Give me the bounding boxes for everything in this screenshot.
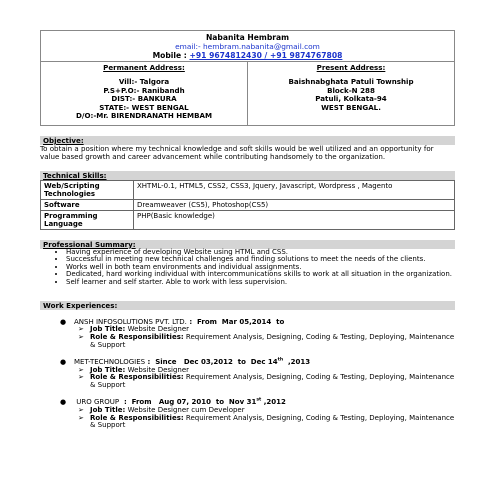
period-start: : Since Dec 03,2012 to Dec 14 bbox=[145, 357, 278, 366]
responsibilities-row bbox=[40, 374, 455, 390]
table-row bbox=[41, 180, 455, 199]
period-suffix-sup: th bbox=[277, 357, 284, 363]
list-item: • Self learner and self starter. Able to work with less supervision. bbox=[66, 279, 455, 287]
responsibilities-row bbox=[40, 415, 455, 431]
company-name: URO GROUP bbox=[74, 397, 120, 406]
period-end: ,2013 bbox=[283, 357, 311, 366]
responsibilities-label: Role & Responsibilities: bbox=[90, 413, 184, 422]
table-row bbox=[41, 199, 455, 210]
present-address bbox=[248, 62, 454, 125]
mobile-label: Mobile : bbox=[152, 51, 187, 60]
arrow-icon: ➢ bbox=[78, 373, 84, 382]
arrow-icon: ➢ bbox=[78, 413, 84, 422]
email-line bbox=[41, 42, 454, 51]
list-item: • Dedicated, hard working individual with intercommunications skills to work at all situation in the organization. bbox=[66, 271, 455, 279]
company-name: MET-TECHNOLOGIES bbox=[74, 357, 146, 366]
responsibilities-row bbox=[40, 334, 455, 350]
job-entry bbox=[40, 359, 455, 390]
job-period: : From Mar 05,2014 to bbox=[186, 317, 285, 326]
contact-block bbox=[41, 31, 454, 62]
job-title: Website Designer bbox=[127, 325, 190, 334]
candidate-name: Nabanita Hembram bbox=[205, 33, 290, 42]
list-item: • Works well in both team environments and individual assignments. bbox=[66, 264, 455, 272]
period-start: : From Aug 07, 2010 to Nov 31 bbox=[119, 397, 257, 406]
arrow-icon: ➢ bbox=[78, 325, 84, 334]
skill-value: PHP(Basic knowledge) bbox=[134, 210, 455, 229]
job-title: Website Designer cum Developer bbox=[127, 405, 245, 414]
job-title-label: Job Title: bbox=[90, 325, 126, 334]
period-end: ,2012 bbox=[261, 397, 286, 406]
address-row bbox=[41, 62, 454, 125]
period-suffix-sup: st bbox=[256, 397, 262, 403]
permanent-address-line: P.S+P.O:- Ranibandh bbox=[103, 85, 185, 95]
email-address[interactable]: hembram.nabanita@gmail.com bbox=[203, 42, 320, 51]
email-label: email:- bbox=[175, 42, 201, 51]
permanent-address-line: DIST:- BANKURA bbox=[111, 94, 177, 104]
present-address-line: Block-N 288 bbox=[327, 85, 375, 95]
table-row bbox=[41, 210, 455, 229]
bullet-icon: ● bbox=[60, 357, 67, 366]
permanent-address-line: STATE:- WEST BENGAL bbox=[99, 102, 189, 112]
skill-category: Programming Language bbox=[41, 210, 134, 229]
responsibilities: Requirement Analysis, Designing, Coding & Testing, Deploying, Maintenance & Support bbox=[90, 373, 455, 390]
skill-category: Software bbox=[41, 199, 134, 210]
present-address-line: Baishnabghata Patuli Township bbox=[288, 77, 414, 86]
mobile-numbers[interactable]: +91 9674812430 / +91 9874767808 bbox=[189, 51, 343, 60]
present-address-line: WEST BENGAL. bbox=[321, 102, 381, 112]
work-experiences-heading: Work Experiences: bbox=[40, 301, 455, 310]
company-name: ANSH INFOSOLUTIONS PVT. LTD. bbox=[74, 317, 187, 326]
header-box bbox=[40, 30, 455, 126]
technical-skills-heading: Technical Skills: bbox=[40, 171, 455, 180]
responsibilities-label: Role & Responsibilities: bbox=[90, 333, 184, 342]
present-address-title: Present Address: bbox=[316, 63, 386, 72]
job-title-label: Job Title: bbox=[90, 405, 126, 414]
responsibilities-label: Role & Responsibilities: bbox=[90, 373, 184, 382]
list-item: • Successful in meeting new technical challenges and finding solutions to meet the needs of the clients. bbox=[66, 256, 455, 264]
objective-heading: Objective: bbox=[40, 136, 455, 145]
mobile-line bbox=[41, 51, 454, 60]
permanent-address-title: Permanent Address: bbox=[103, 63, 185, 72]
job-entry bbox=[40, 399, 455, 430]
arrow-icon: ➢ bbox=[78, 365, 84, 374]
permanent-address-line: Vill:- Talgora bbox=[118, 77, 170, 86]
bullet-icon: ● bbox=[60, 317, 67, 326]
skill-category: Web/Scripting Technologies bbox=[41, 180, 134, 199]
skills-table bbox=[40, 180, 455, 230]
objective-text: To obtain a position where my technical knowledge and soft skills would be well utilized and an opportunity for value based growth and career advancement while contributing handsomely to the organization. bbox=[40, 143, 434, 161]
permanent-address bbox=[41, 62, 248, 125]
job-title-label: Job Title: bbox=[90, 365, 126, 374]
job-entry bbox=[40, 319, 455, 350]
arrow-icon: ➢ bbox=[78, 333, 84, 342]
responsibilities: Requirement Analysis, Designing, Coding & Testing, Deploying, Maintenance & Support bbox=[90, 333, 455, 349]
list-item: • Having experience of developing Website using HTML and CSS. bbox=[66, 249, 455, 257]
professional-summary-heading: Professional Summary: bbox=[40, 240, 455, 249]
resume-page bbox=[40, 30, 455, 430]
present-address-line: Patuli, Kolkata-94 bbox=[315, 94, 387, 104]
skill-value: XHTML-0.1, HTML5, CSS2, CSS3, Jquery, Javascript, Wordpress , Magento bbox=[134, 180, 455, 199]
job-title: Website Designer bbox=[127, 365, 190, 374]
permanent-address-line: D/O:-Mr. BIRENDRANATH HEMBAM bbox=[75, 111, 213, 121]
skill-value: Dreamweaver (CS5), Photoshop(CS5) bbox=[134, 199, 455, 210]
bullet-icon: ● bbox=[60, 397, 67, 406]
arrow-icon: ➢ bbox=[78, 405, 84, 414]
summary-list bbox=[40, 249, 455, 287]
responsibilities: Requirement Analysis, Designing, Coding & Testing, Deploying, Maintenance & Support bbox=[90, 413, 455, 430]
